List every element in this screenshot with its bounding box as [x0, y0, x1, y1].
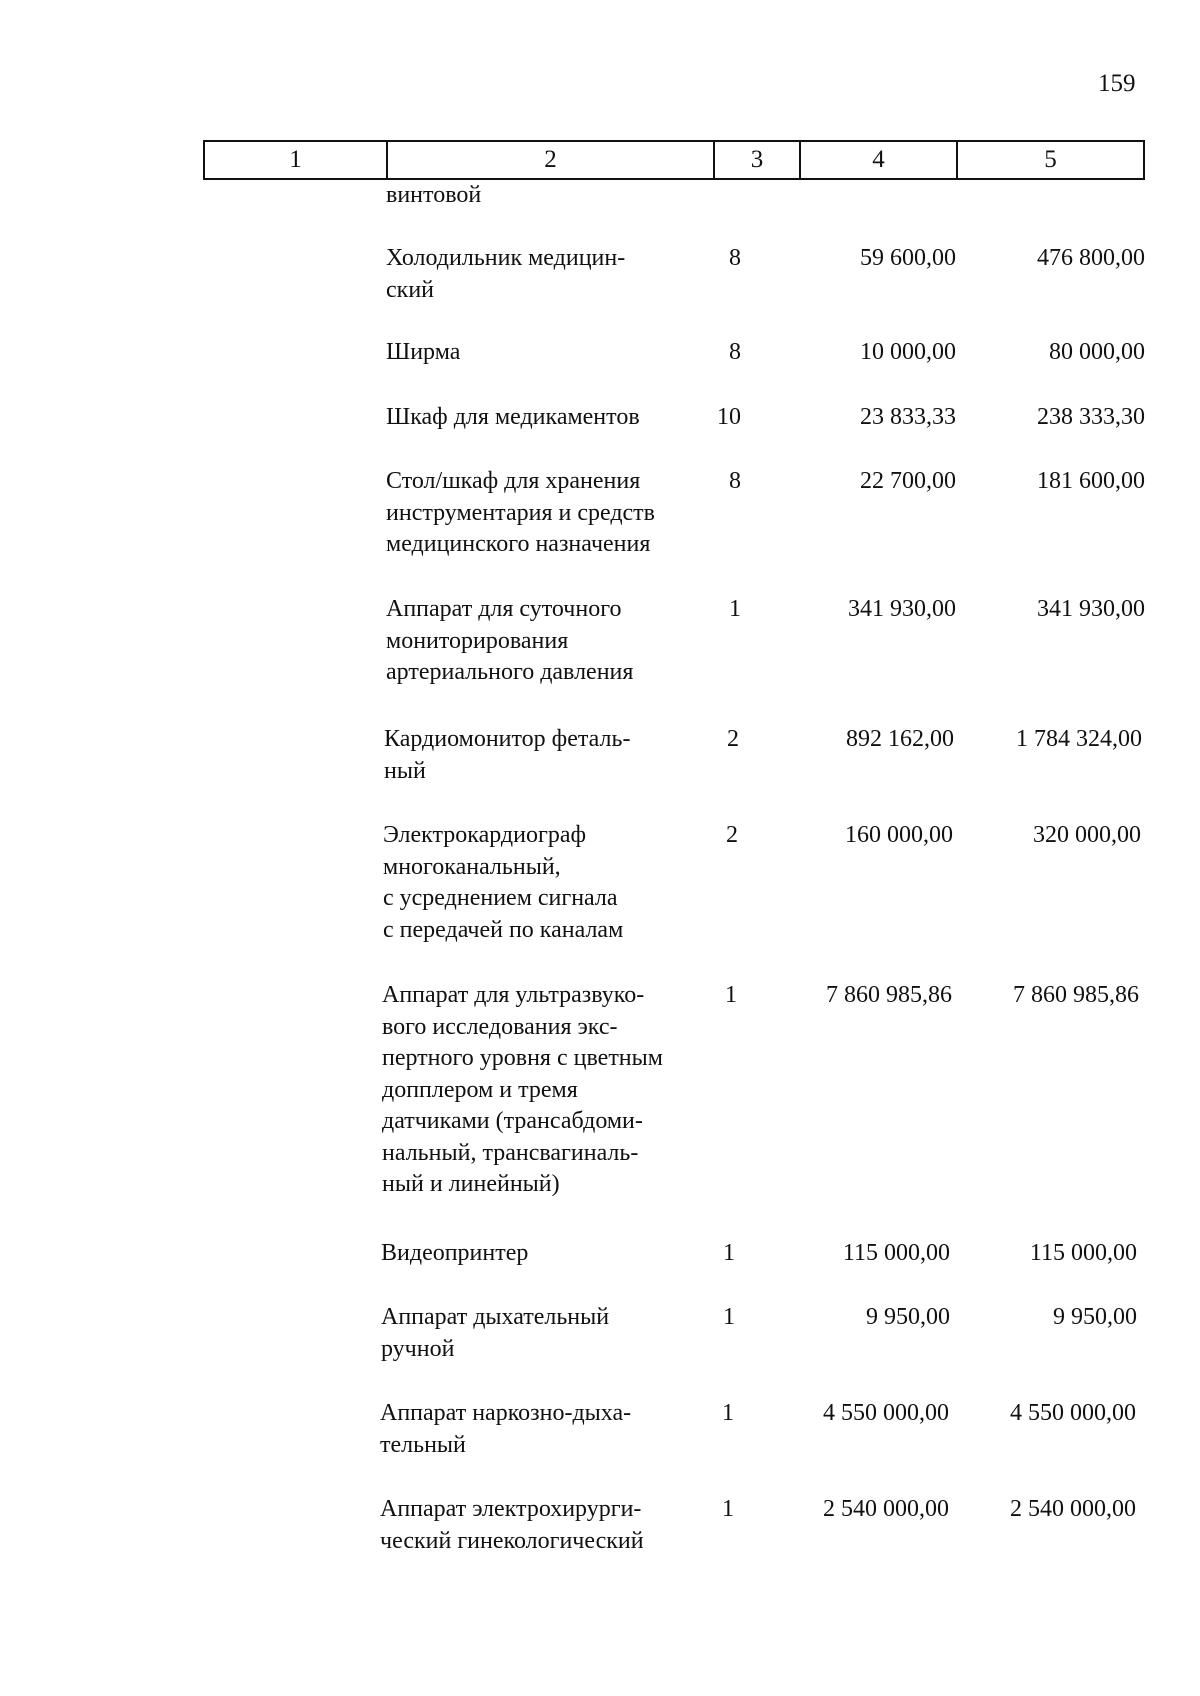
column-header-4: 4	[801, 142, 958, 178]
item-name-line: допплером и тремя	[382, 1076, 578, 1103]
item-name-line: Электрокардиограф	[383, 822, 587, 848]
item-name	[386, 466, 716, 561]
item-total: 2 540 000,00	[1010, 1496, 1136, 1522]
item-total: 320 000,00	[1033, 822, 1141, 848]
item-total: 80 000,00	[1049, 339, 1145, 365]
item-unit-price: 115 000,00	[842, 1240, 950, 1266]
item-name-line: датчиками (трансабдоми-	[382, 1108, 643, 1134]
item-name-line: Шкаф для медикаментов	[386, 404, 640, 430]
item-name-line: инструментария и средств	[386, 499, 656, 526]
item-name-line: вого исследования экс-	[382, 1013, 618, 1040]
item-name	[381, 1238, 711, 1270]
item-name-line: Аппарат электрохирурги-	[380, 1496, 642, 1522]
item-name	[382, 980, 712, 1201]
item-name	[380, 1398, 710, 1461]
item-quantity: 1	[722, 1496, 734, 1522]
column-header-2: 2	[388, 142, 715, 178]
column-header-5: 5	[1044, 146, 1057, 173]
item-name	[386, 594, 716, 689]
item-name-line: ный	[384, 757, 426, 784]
item-unit-price: 892 162,00	[846, 726, 954, 752]
item-name	[380, 1494, 710, 1557]
item-name	[381, 1302, 711, 1365]
item-total: 7 860 985,86	[1013, 982, 1139, 1008]
item-name-line: многоканальный,	[383, 853, 561, 880]
item-total: 181 600,00	[1037, 468, 1145, 494]
item-name	[386, 402, 716, 434]
item-name	[383, 820, 713, 946]
item-quantity: 8	[729, 339, 741, 365]
item-name-line: Видеопринтер	[381, 1240, 529, 1266]
item-total: 115 000,00	[1029, 1240, 1137, 1266]
item-name-line: ный и линейный)	[382, 1171, 560, 1197]
item-quantity: 10	[717, 404, 741, 430]
item-name-line: тельный	[380, 1431, 466, 1458]
item-unit-price: 22 700,00	[860, 468, 956, 494]
item-name-line: Аппарат для ультразвуко-	[382, 982, 645, 1008]
item-unit-price: 59 600,00	[860, 245, 956, 271]
item-name	[386, 243, 716, 306]
item-name-line: мониторирования	[386, 627, 569, 654]
item-name-line: Аппарат для суточного	[386, 596, 622, 622]
item-name-line: ский	[386, 276, 434, 303]
item-quantity: 2	[726, 822, 738, 848]
item-quantity: 1	[723, 1240, 735, 1266]
page-number: 159	[1098, 70, 1136, 97]
column-header-row	[203, 140, 1145, 180]
item-unit-price: 10 000,00	[860, 339, 956, 365]
item-quantity: 2	[727, 726, 739, 752]
continuation-text: винтовой	[386, 182, 482, 208]
item-total: 341 930,00	[1037, 596, 1145, 622]
item-total: 4 550 000,00	[1010, 1400, 1136, 1426]
item-name-line: Холодильник медицин-	[386, 245, 626, 271]
item-name-line: Стол/шкаф для хранения	[386, 468, 641, 494]
item-unit-price: 2 540 000,00	[823, 1496, 949, 1522]
item-unit-price: 23 833,33	[860, 404, 956, 430]
item-name	[386, 337, 716, 369]
item-quantity: 1	[722, 1400, 734, 1426]
item-name-line: Аппарат дыхательный	[381, 1304, 610, 1330]
column-header-3: 3	[715, 142, 801, 178]
item-name-line: нальный, трансвагиналь-	[382, 1139, 639, 1166]
item-quantity: 1	[723, 1304, 735, 1330]
item-name	[384, 724, 714, 787]
item-quantity: 8	[729, 468, 741, 494]
item-unit-price: 4 550 000,00	[823, 1400, 949, 1426]
item-name-line: ручной	[381, 1335, 455, 1362]
item-unit-price: 7 860 985,86	[826, 982, 952, 1008]
item-name-line: с передачей по каналам	[383, 916, 624, 943]
item-name-line: с усреднением сигнала	[383, 885, 618, 911]
item-quantity: 1	[725, 982, 737, 1008]
item-unit-price: 160 000,00	[845, 822, 953, 848]
item-name-line: медицинского назначения	[386, 531, 651, 557]
item-name-line: Аппарат наркозно-дыха-	[380, 1400, 632, 1426]
item-name-line: артериального давления	[386, 659, 634, 685]
item-name-line: ческий гинекологический	[380, 1527, 644, 1554]
item-total: 9 950,00	[1053, 1304, 1137, 1330]
item-name-line: пертного уровня с цветным	[382, 1045, 663, 1071]
item-quantity: 1	[729, 596, 741, 622]
item-name-line: Кардиомонитор феталь-	[384, 726, 631, 752]
item-unit-price: 341 930,00	[848, 596, 956, 622]
item-total: 238 333,30	[1037, 404, 1145, 430]
item-name-line: Ширма	[386, 339, 461, 365]
column-header-1: 1	[205, 142, 388, 178]
item-total: 476 800,00	[1037, 245, 1145, 271]
item-total: 1 784 324,00	[1016, 726, 1142, 752]
item-unit-price: 9 950,00	[866, 1304, 950, 1330]
item-quantity: 8	[729, 245, 741, 271]
